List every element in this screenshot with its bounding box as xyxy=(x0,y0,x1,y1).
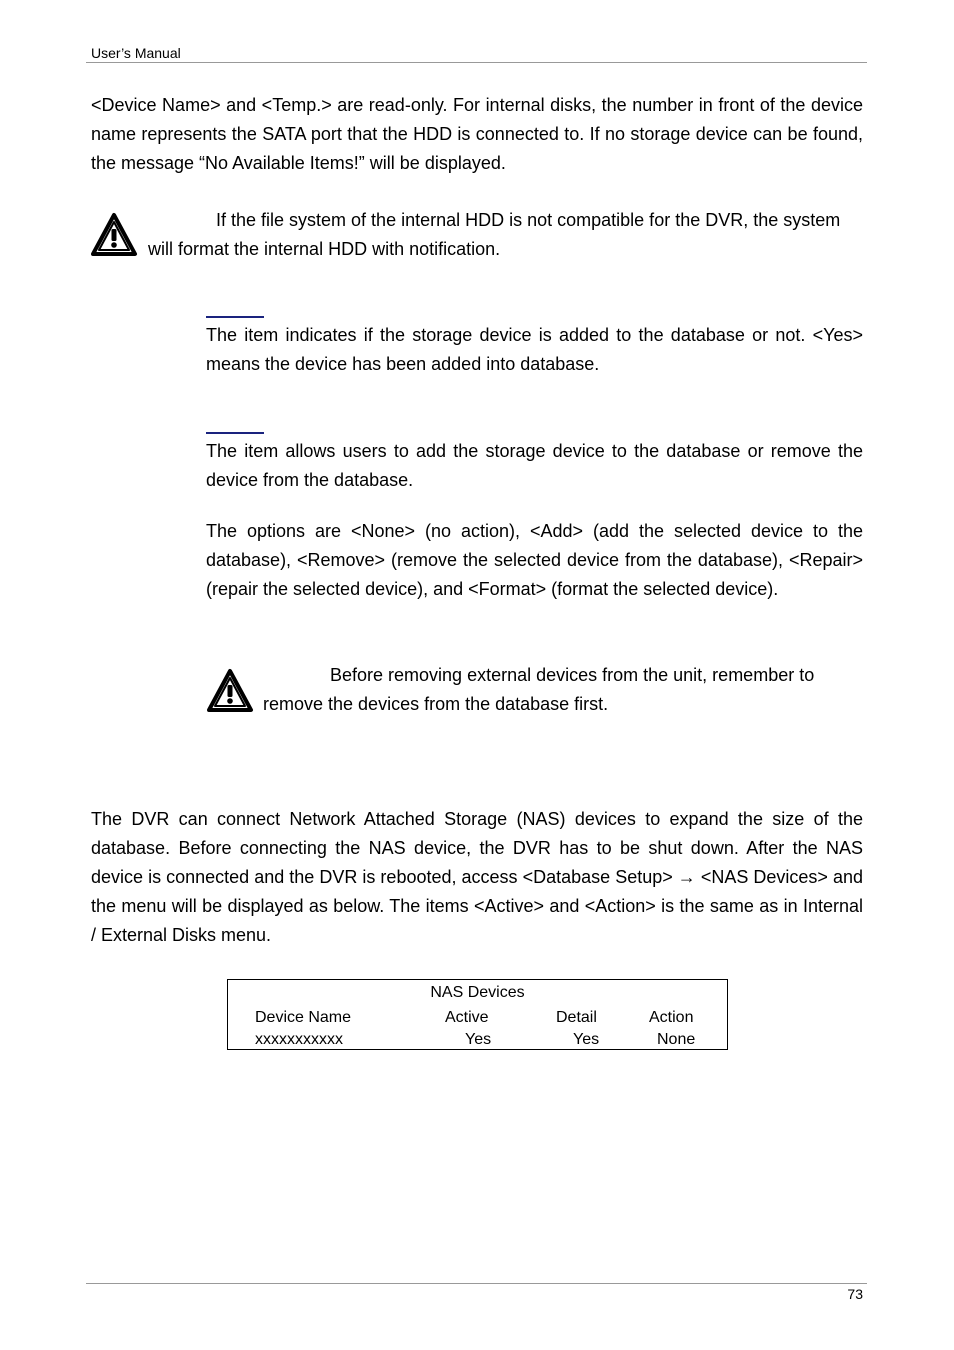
footer-rule xyxy=(86,1283,867,1284)
warning-triangle-icon xyxy=(90,212,138,258)
column-header-active: Active xyxy=(445,1009,489,1026)
warning-note-hdd: If the file system of the internal HDD is not compatible for the DVR, the system will format the internal HDD with notification. xyxy=(148,210,841,259)
section-rule-active xyxy=(206,316,264,318)
nas-devices-menu xyxy=(227,979,728,1050)
column-header-device-name: Device Name xyxy=(255,1009,352,1026)
cell-detail[interactable]: Yes xyxy=(573,1031,600,1048)
page-number: 73 xyxy=(847,1286,863,1302)
intro-paragraph: <Device Name> and <Temp.> are read-only. For internal disks, the number in front of the device name represents the SATA port that the HDD is connected to. If no storage device can be found, the message “No Available Items!” will be displayed. xyxy=(91,95,863,173)
action-options-description: The options are <None> (no action), <Add> (add the selected device to the database), <Remove> (remove the selected device from the database), <Repair> (repair the selected device), and <Format> (format the selected device). xyxy=(206,521,863,599)
action-description: The item allows users to add the storage device to the database or remove the device from the database. xyxy=(206,441,863,490)
column-header-detail: Detail xyxy=(556,1009,597,1026)
running-header: User’s Manual xyxy=(91,45,181,61)
warning-note-external: Before removing external devices from the unit, remember to remove the devices from the database first. xyxy=(263,665,815,714)
cell-device-name[interactable]: xxxxxxxxxxx xyxy=(255,1031,343,1048)
header-rule xyxy=(86,62,867,63)
active-description: The item indicates if the storage device is added to the database or not. <Yes> means the device has been added into database. xyxy=(206,325,863,374)
warning-triangle-icon xyxy=(206,668,254,714)
cell-action[interactable]: None xyxy=(657,1031,696,1048)
cell-active[interactable]: Yes xyxy=(465,1031,492,1048)
column-header-action: Action xyxy=(649,1009,694,1026)
nas-paragraph: The DVR can connect Network Attached Storage (NAS) devices to expand the size of the database. Before connecting the NAS device, the DVR has to be shut down. After the NAS device is connected and the DVR is rebooted, access <Database Setup> → <NAS Devices> and the menu will be displayed as below. The items <Active> and <Action> is the same as in Internal / External Disks menu. xyxy=(91,809,863,945)
section-rule-action xyxy=(206,432,264,434)
nas-menu-title: NAS Devices xyxy=(430,984,525,1001)
